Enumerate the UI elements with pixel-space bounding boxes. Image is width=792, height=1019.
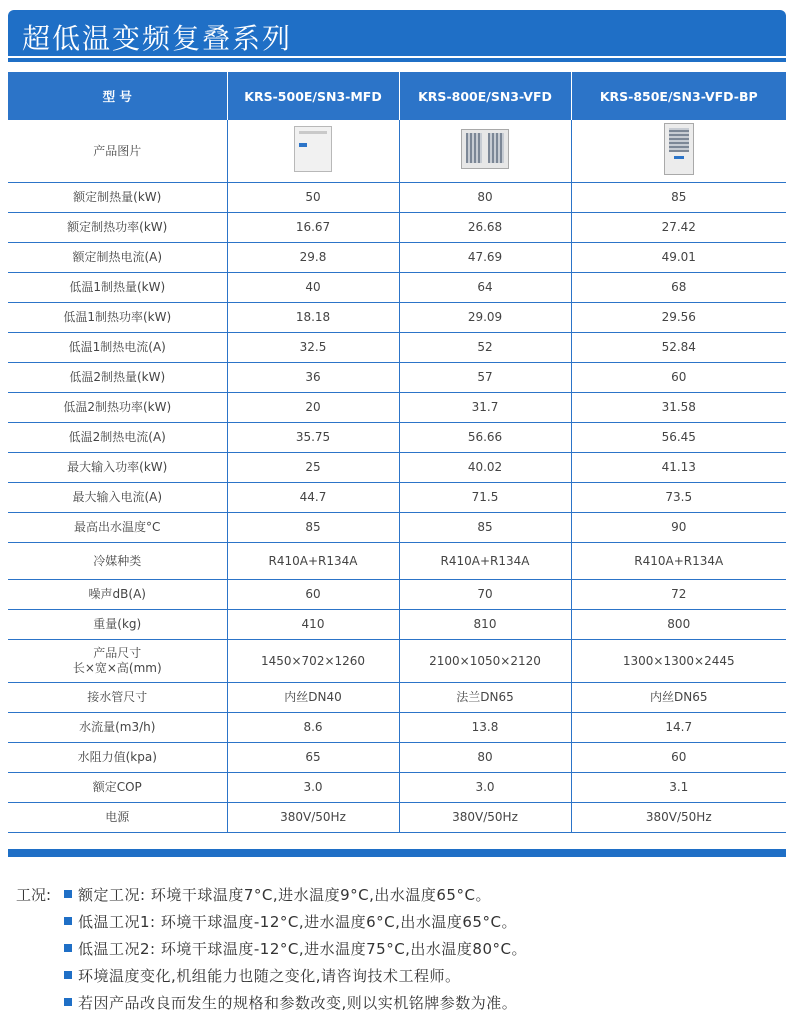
table-cell: 65: [227, 743, 399, 773]
row-label-text: 低温1制热功率(kW): [63, 310, 172, 324]
row-label-text: 低温2制热量(kW): [69, 370, 166, 384]
table-row: [8, 453, 786, 483]
table-cell: 72: [571, 580, 786, 610]
table-cell: 41.13: [571, 453, 786, 483]
row-label-text: 最大输入功率(kW): [67, 460, 168, 474]
row-label: [8, 213, 227, 243]
row-label-subtext: 长×宽×高(mm): [72, 661, 162, 675]
note-text: 低温工况2: 环境干球温度-12°C,进水温度75°C,出水温度80°C。: [78, 940, 527, 958]
table-cell: 410: [227, 610, 399, 640]
row-label-text: 水流量(m3/h): [79, 720, 156, 734]
row-label-text: 额定制热量(kW): [73, 190, 162, 204]
row-label-text: 冷媒种类: [93, 553, 142, 568]
row-label: [8, 363, 227, 393]
table-cell: R410A+R134A: [571, 543, 786, 580]
table-cell: 52.84: [571, 333, 786, 363]
note-item: [64, 992, 517, 1013]
row-label: [8, 483, 227, 513]
table-cell: 40.02: [399, 453, 571, 483]
table-cell: 25: [227, 453, 399, 483]
row-label: [8, 683, 227, 713]
header-model-label: 型 号: [8, 72, 227, 120]
product-image-cell: [227, 120, 399, 183]
table-cell: 85: [399, 513, 571, 543]
note-item: [64, 965, 461, 986]
header-row: [8, 72, 786, 120]
row-label-text: 产品尺寸: [93, 646, 142, 660]
row-label: [8, 743, 227, 773]
product-image-cell: [571, 120, 786, 183]
header-model-3: KRS-850E/SN3-VFD-BP: [571, 72, 786, 120]
spec-table: [8, 72, 786, 833]
table-row: [8, 773, 786, 803]
table-cell: 3.0: [399, 773, 571, 803]
title-bar: [8, 10, 786, 56]
table-cell: 3.1: [571, 773, 786, 803]
table-cell: 29.8: [227, 243, 399, 273]
table-cell: 40: [227, 273, 399, 303]
row-label: [8, 513, 227, 543]
row-label: [8, 610, 227, 640]
table-cell: 50: [227, 183, 399, 213]
table-row: [8, 580, 786, 610]
bullet-icon: [64, 971, 72, 979]
table-cell: 380V/50Hz: [399, 803, 571, 833]
row-label-text: 低温2制热电流(A): [68, 430, 166, 444]
row-label-text: 接水管尺寸: [87, 690, 148, 704]
table-row: [8, 640, 786, 683]
table-cell: 44.7: [227, 483, 399, 513]
table-cell: 18.18: [227, 303, 399, 333]
table-cell: 57: [399, 363, 571, 393]
table-cell: 1300×1300×2445: [571, 640, 786, 683]
table-row: [8, 543, 786, 580]
table-row: [8, 483, 786, 513]
table-row: [8, 610, 786, 640]
header-model-2: KRS-800E/SN3-VFD: [399, 72, 571, 120]
table-cell: 27.42: [571, 213, 786, 243]
row-label-text: 低温1制热量(kW): [69, 280, 166, 294]
note-text: 若因产品改良而发生的规格和参数改变,则以实机铭牌参数为准。: [78, 994, 518, 1012]
table-cell: 8.6: [227, 713, 399, 743]
table-cell: 2100×1050×2120: [399, 640, 571, 683]
table-cell: 35.75: [227, 423, 399, 453]
bottom-bar: [8, 849, 786, 857]
table-row: [8, 183, 786, 213]
title-underline: [8, 58, 786, 62]
table-row: [8, 513, 786, 543]
table-row: [8, 363, 786, 393]
table-cell: 29.09: [399, 303, 571, 333]
note-item: [64, 938, 527, 959]
row-label-text: 电源: [105, 810, 130, 824]
table-cell: 380V/50Hz: [227, 803, 399, 833]
table-cell: 3.0: [227, 773, 399, 803]
table-cell: 70: [399, 580, 571, 610]
product-image-cell: [399, 120, 571, 183]
table-cell: 52: [399, 333, 571, 363]
row-label: [8, 640, 227, 683]
row-label: [8, 243, 227, 273]
table-cell: 20: [227, 393, 399, 423]
notes-label: 工况:: [16, 886, 52, 904]
table-row: [8, 273, 786, 303]
image-row: [8, 120, 786, 183]
table-cell: 800: [571, 610, 786, 640]
table-cell: 60: [571, 743, 786, 773]
table-cell: 810: [399, 610, 571, 640]
table-cell: 80: [399, 743, 571, 773]
table-cell: 32.5: [227, 333, 399, 363]
table-row: [8, 683, 786, 713]
table-cell: R410A+R134A: [227, 543, 399, 580]
row-label: [8, 803, 227, 833]
table-row: [8, 303, 786, 333]
row-label: [8, 333, 227, 363]
row-label-text: 额定COP: [92, 780, 142, 794]
table-cell: 80: [399, 183, 571, 213]
table-cell: 1450×702×1260: [227, 640, 399, 683]
bullet-icon: [64, 998, 72, 1006]
table-cell: 13.8: [399, 713, 571, 743]
table-cell: 16.67: [227, 213, 399, 243]
table-cell: 内丝DN65: [571, 683, 786, 713]
row-label-text: 噪声dB(A): [88, 587, 146, 601]
note-item: [64, 884, 491, 905]
table-cell: 14.7: [571, 713, 786, 743]
table-cell: 31.7: [399, 393, 571, 423]
row-label-text: 低温2制热功率(kW): [63, 400, 172, 414]
header-model-1: KRS-500E/SN3-MFD: [227, 72, 399, 120]
table-cell: 56.66: [399, 423, 571, 453]
bullet-icon: [64, 890, 72, 898]
table-row: [8, 423, 786, 453]
product-image-krs-800e: [461, 129, 509, 169]
table-row: [8, 243, 786, 273]
table-cell: 71.5: [399, 483, 571, 513]
table-cell: 85: [571, 183, 786, 213]
table-cell: 60: [227, 580, 399, 610]
image-row-label: 产品图片: [8, 120, 227, 183]
table-cell: 29.56: [571, 303, 786, 333]
row-label: [8, 580, 227, 610]
row-label-text: 低温1制热电流(A): [68, 340, 166, 354]
row-label: [8, 273, 227, 303]
table-row: [8, 333, 786, 363]
table-cell: 68: [571, 273, 786, 303]
table-cell: 85: [227, 513, 399, 543]
row-label-text: 重量(kg): [93, 617, 142, 631]
row-label: [8, 393, 227, 423]
table-cell: 36: [227, 363, 399, 393]
table-row: [8, 213, 786, 243]
table-cell: 49.01: [571, 243, 786, 273]
table-cell: 26.68: [399, 213, 571, 243]
table-cell: R410A+R134A: [399, 543, 571, 580]
table-cell: 64: [399, 273, 571, 303]
row-label: [8, 303, 227, 333]
bullet-icon: [64, 944, 72, 952]
row-label-text: 最大输入电流(A): [72, 490, 163, 504]
table-row: [8, 803, 786, 833]
row-label: [8, 453, 227, 483]
table-cell: 31.58: [571, 393, 786, 423]
table-row: [8, 743, 786, 773]
page-title: 超低温变频复叠系列: [22, 22, 293, 55]
note-text: 环境温度变化,机组能力也随之变化,请咨询技术工程师。: [78, 967, 461, 985]
table-cell: 60: [571, 363, 786, 393]
table-cell: 47.69: [399, 243, 571, 273]
table-cell: 73.5: [571, 483, 786, 513]
row-label-text: 额定制热电流(A): [72, 250, 163, 264]
table-cell: 380V/50Hz: [571, 803, 786, 833]
table-cell: 56.45: [571, 423, 786, 453]
table-cell: 90: [571, 513, 786, 543]
table-row: [8, 393, 786, 423]
row-label-text: 水阻力值(kpa): [77, 750, 157, 764]
row-label: [8, 423, 227, 453]
row-label: [8, 713, 227, 743]
note-item: [64, 911, 517, 932]
row-label-text: 最高出水温度°C: [74, 520, 161, 534]
product-image-krs-850e: [664, 123, 694, 175]
table-cell: 内丝DN40: [227, 683, 399, 713]
note-text: 额定工况: 环境干球温度7°C,进水温度9°C,出水温度65°C。: [78, 886, 491, 904]
bullet-icon: [64, 917, 72, 925]
product-image-krs-500e: [294, 126, 332, 172]
row-label: [8, 183, 227, 213]
row-label: [8, 773, 227, 803]
table-row: [8, 713, 786, 743]
note-text: 低温工况1: 环境干球温度-12°C,进水温度6°C,出水温度65°C。: [78, 913, 517, 931]
row-label-text: 额定制热功率(kW): [67, 220, 168, 234]
table-cell: 法兰DN65: [399, 683, 571, 713]
row-label: [8, 543, 227, 580]
